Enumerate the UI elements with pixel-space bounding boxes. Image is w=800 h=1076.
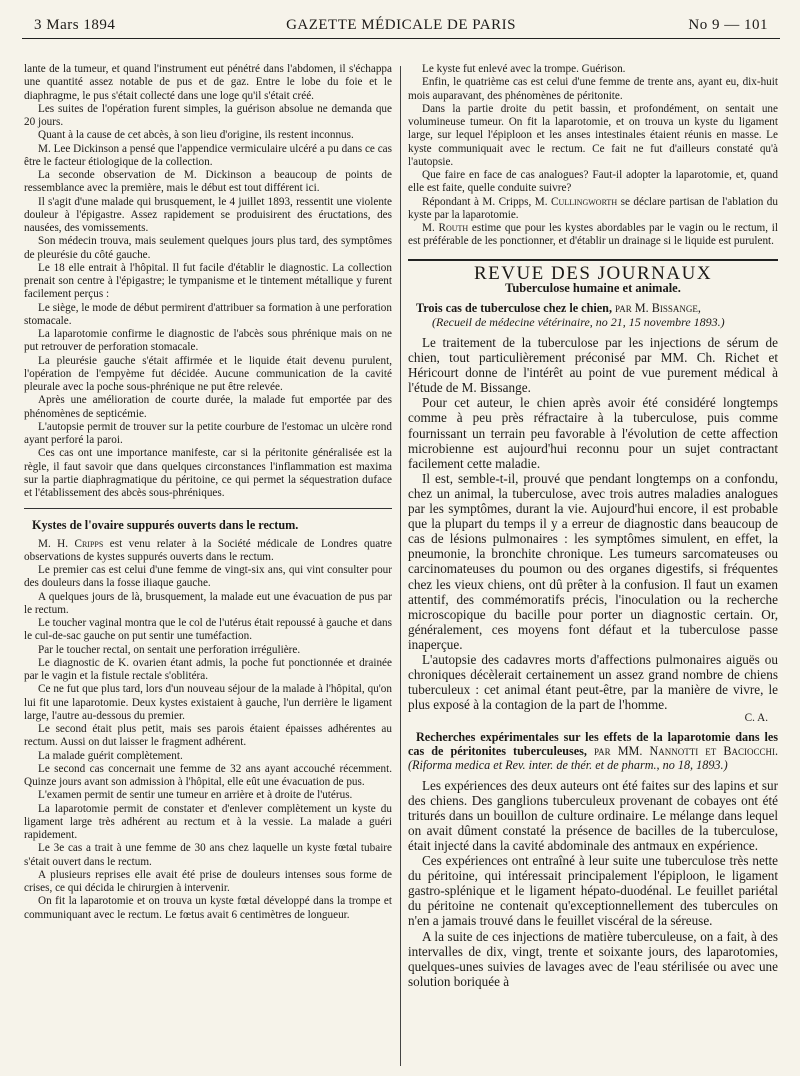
paragraph: L'autopsie permit de trouver sur la petite courbure de l'estomac un ulcère rond ayant perforé la paroi. bbox=[24, 420, 392, 446]
author-name: Routh bbox=[438, 222, 469, 234]
signature: C. A. bbox=[744, 712, 768, 725]
paragraph: A la suite de ces injections de matière tuberculeuse, on a fait, à des intervalles de dix, vingt, trente et soixante jours, des laparotomies, quelques-unes suivies de lavages avec de l'eau stérilisée ou avec une solution boriquée à bbox=[408, 928, 778, 989]
paragraph: On fit la laparotomie et on trouva un kyste fœtal développé dans la trompe et communiquant avec le rectum. Le fœtus avait 6 centimètres de longueur. bbox=[24, 895, 392, 921]
paragraph: A quelques jours de là, brusquement, la malade eut une évacuation de pus par le rectum. bbox=[24, 590, 392, 616]
section-divider bbox=[408, 259, 778, 261]
paragraph: Que faire en face de cas analogues? Faut-il adopter la laparotomie, et, quand elle est faite, quelle conduite suivre? bbox=[408, 169, 778, 195]
revue-title: REVUE DES JOURNAUX bbox=[473, 262, 713, 284]
journal-title: GAZETTE MÉDICALE DE PARIS bbox=[286, 16, 516, 33]
paragraph: Son médecin trouva, mais seulement quelques jours plus tard, des symptômes de pleurésie du côté gauche. bbox=[24, 235, 392, 261]
paragraph bbox=[408, 222, 778, 249]
paragraph: Les suites de l'opération furent simples, la guérison absolue ne demanda que 20 jours. bbox=[24, 102, 392, 128]
paragraph: Ces cas ont une importance manifeste, car si la péritonite généralisée est la règle, il faut savoir que dans quelques circonstances l'inflammation est maxima sur la partie diaphragmatique du péritoine, ce qui permet la séquestration duface et l'établissement des abcès sous-phréniques. bbox=[24, 447, 392, 499]
paragraph: Après une amélioration de courte durée, la malade fut emportée par des phénomènes de septicémie. bbox=[24, 394, 392, 420]
paragraph: L'autopsie des cadavres morts d'affections pulmonaires aiguës ou chroniques décèlerait certainement un assez grand nombre de chiens tuberculeux : cet animal étant peut-être, par la manière de vivre, le plus exposé à la contagion de la part de l'homme. bbox=[408, 651, 778, 713]
paragraph bbox=[24, 538, 392, 565]
paragraph: Il s'agit d'une malade qui brusquement, le 4 juillet 1893, ressentit une violente douleur à l'épigastre. Assez rapidement se produisirent des éructations, des nausées, des vomissements. bbox=[24, 195, 392, 234]
paragraph: Le 18 elle entrait à l'hôpital. Il fut facile d'établir le diagnostic. La collection prenait son centre à l'épigastre; le tympanisme et le tintement métallique y furent facilement perçus : bbox=[24, 261, 392, 301]
author-name: Cullingworth bbox=[551, 195, 618, 208]
article-title: Trois cas de tuberculose chez le chien, par M. Bissange, bbox=[416, 301, 701, 315]
paragraph: Le traitement de la tuberculose par les injections de sérum de chien, tout particulièrement préconisé par MM. Ch. Richet et Héricourt donne de l'intérêt au point de vue purement médical à l'étude de M. Bissange. bbox=[408, 335, 778, 396]
paragraph: Par le toucher rectal, on sentait une perforation irrégulière. bbox=[38, 643, 301, 656]
paragraph: Pour cet auteur, le chien après avoir été considéré longtemps comme à peu près réfractaire à la tuberculose, puis comme fournissant un terrain peu favorable à l'évolution de cette affection microbienne est aujourd'hui reconnu pour un sujet contractant facilement cette maladie. bbox=[408, 395, 778, 471]
paragraph: Il est, semble-t-il, prouvé que pendant longtemps on a confondu, chez un animal, la tuberculose, avec trois autres maladies analogues par les symptômes, durant la vie. Aujourd'hui encore, il est probable que la plupart du temps il y a erreur de diagnostic dans beaucoup de cas de lésions pulmonaires : les symptômes simulent, en effet, la pneumonie, la bronchite chronique. Les tumeurs sarcomateuses ou carcinomateuses du poumon ou des organes digestifs, si fréquentes chez les vieux chiens, ont dû prêter à la confusion. Il faut un examen attentif, des commémoratifs précis, l'inoculation ou la recherche microscopique du bacille pour porter un diagnostic certain. Or, généralement, ces moyens font défaut et la tuberculose passe inaperçue. bbox=[408, 470, 778, 652]
page-number: No 9 — 101 bbox=[688, 16, 768, 33]
paragraph: Le 3e cas a trait à une femme de 30 ans chez laquelle un kyste fœtal tubaire s'était ouvert dans le rectum. bbox=[24, 842, 392, 868]
paragraph: Le premier cas est celui d'une femme de vingt-six ans, qui vint consulter pour des douleurs dans la fosse iliaque gauche. bbox=[24, 564, 392, 590]
issue-date: 3 Mars 1894 bbox=[34, 16, 116, 33]
paragraph: La seconde observation de M. Dickinson a beaucoup de points de ressemblance avec la première, mais le début est tout différent ici. bbox=[24, 169, 392, 195]
paragraph: Le second cas concernait une femme de 32 ans ayant accouché récemment. Quinze jours avant son admission à l'hôpital, elle eût une évacuation de pus. bbox=[24, 762, 392, 788]
paragraph: Le kyste fut enlevé avec la trompe. Guérison. bbox=[422, 63, 626, 75]
article-reference: (Recueil de médecine vétérinaire, no 21, 15 novembre 1893.) bbox=[432, 315, 725, 329]
paragraph: lante de la tumeur, et quand l'instrument eut pénétré dans l'abdomen, il s'échappa une quantité assez notable de pus et de gaz. Entre le lobe du foie et le diaphragme, le pus s'était collecté dans une loge qu'il s'était créé. bbox=[24, 63, 392, 102]
page-header bbox=[34, 14, 768, 36]
revue-subtitle: Tuberculose humaine et animale. bbox=[505, 280, 681, 295]
paragraph-text: est venu relater à la Société médicale de Londres quatre observations de kystes suppurés ouverts dans le rectum. bbox=[24, 537, 392, 563]
paragraph: A plusieurs reprises elle avait été prise de douleurs intenses sous forme de crises, ce qui décida le chirurgien à intervenir. bbox=[24, 868, 392, 894]
paragraph: La laparotomie confirme le diagnostic de l'abcès sous phrénique mais on ne put retrouver de perforation stomacale. bbox=[24, 328, 392, 354]
right-column bbox=[408, 63, 778, 1070]
paragraph: L'examen permit de sentir une tumeur en arrière et à droite de l'utérus. bbox=[38, 789, 353, 802]
paragraph: Ce ne fut que plus tard, lors d'un nouveau séjour de la malade à l'hôpital, qu'on lui fit une laparotomie. Deux kystes existaient à gauche, l'un derrière le ligament large, l'autre au-dessous du premier. bbox=[24, 683, 392, 722]
paragraph: Le second était plus petit, mais ses parois étaient épaisses adhérentes au rectum. Aussi on dut laisser le fragment adhérent. bbox=[24, 723, 392, 749]
paragraph: Le toucher vaginal montra que le col de l'utérus était repoussé à gauche et dans le cul-de-sac gauche on put sentir une tuméfaction. bbox=[24, 617, 392, 643]
paragraph-text: se déclare partisan de l'ablation du kyste par la laparotomie. bbox=[408, 195, 778, 221]
paragraph-text: Répondant à M. Cripps, M. bbox=[422, 195, 552, 208]
paragraph: Les expériences des deux auteurs ont été faites sur des lapins et sur des chiens. Des ganglions tuberculeux provenant de cobayes ont été triturés dans un bouillon de culture ordinaire. Le mélange dans lequel on avait dûment constaté la présence de bacilles de la tuberculose, était injecté dans la cavité abdominale des antmaux en expérience. bbox=[408, 777, 778, 853]
paragraph: Ces expériences ont entraîné à leur suite une tuberculose très nette du péritoine, qui intéressait principalement l'épiploon, le ligament gastro-splénique et le ligament hépato-duodénal. Le feuillet pariétal du péritoine ne contenait qu'exceptionnellement des tubercules on n'en a jamais trouvé dans le feuillet viscéral de la séreuse. bbox=[408, 853, 778, 929]
section-title: Kystes de l'ovaire suppurés ouverts dans le rectum. bbox=[32, 518, 299, 533]
paragraph: Le siège, le mode de début permirent d'attribuer sa formation à une perforation stomacale. bbox=[24, 301, 392, 327]
author-name: M. H. Cripps bbox=[38, 537, 104, 550]
paragraph: Enfin, le quatrième cas est celui d'une femme de trente ans, ayant eu, dix-huit mois auparavant, des phénomènes de péritonite. bbox=[408, 76, 778, 102]
paragraph: La laparotomie permit de constater et d'enlever complètement un kyste du ligament large très adhérent au rectum et à la vessie. La malade a guéri rapidement. bbox=[24, 802, 392, 841]
paragraph-text: M. bbox=[422, 222, 439, 234]
paragraph: La pleurésie gauche s'était affirmée et le liquide était devenu purulent, l'opération de l'empyème fut décidée. Aucune communication de la cavité pleurale avec la poche sous-phrénique ne put être relevée. bbox=[24, 354, 392, 393]
paragraph: La malade guérit complètement. bbox=[38, 749, 183, 762]
paragraph: Le diagnostic de K. ovarien étant admis, la poche fut ponctionnée et drainée par le vagin et la fistule rectale s'oblitéra. bbox=[24, 656, 392, 682]
left-column bbox=[24, 63, 392, 1070]
section-divider bbox=[24, 508, 392, 509]
paragraph bbox=[408, 196, 778, 223]
article-title: Recherches expérimentales sur les effets de la laparotomie dans les cas de péritonites tuberculeuses, par MM. Nannotti et Baciocchi. (Riforma medica et Rev. inter. de thér. et de pharm., no 18, 1893.) bbox=[408, 729, 778, 772]
column-divider bbox=[400, 66, 401, 1066]
header-rule bbox=[22, 38, 780, 39]
paragraph: M. Lee Dickinson a pensé que l'appendice vermiculaire ulcéré a pu dans ce cas être le facteur étiologique de la collection. bbox=[24, 142, 392, 168]
paragraph: Quant à la cause de cet abcès, à son lieu d'origine, ils restent inconnus. bbox=[38, 129, 354, 142]
paragraph: Dans la partie droite du petit bassin, et profondément, on sentait une volumineuse tumeur. On fit la laparotomie, et on trouva un kyste du ligament large, sur lequel l'épiploon et les anses intestinales étaient réunis en masse. Le kyste communiquait avec le rectum. Ce fait ne fut d'ailleurs constaté qu'à l'autopsie. bbox=[408, 102, 778, 168]
paragraph-text: estime que pour les kystes abordables par le vagin ou le rectum, il est préférable de les ponctionner, et d'établir un drainage si le liquide est purulent. bbox=[408, 222, 778, 248]
